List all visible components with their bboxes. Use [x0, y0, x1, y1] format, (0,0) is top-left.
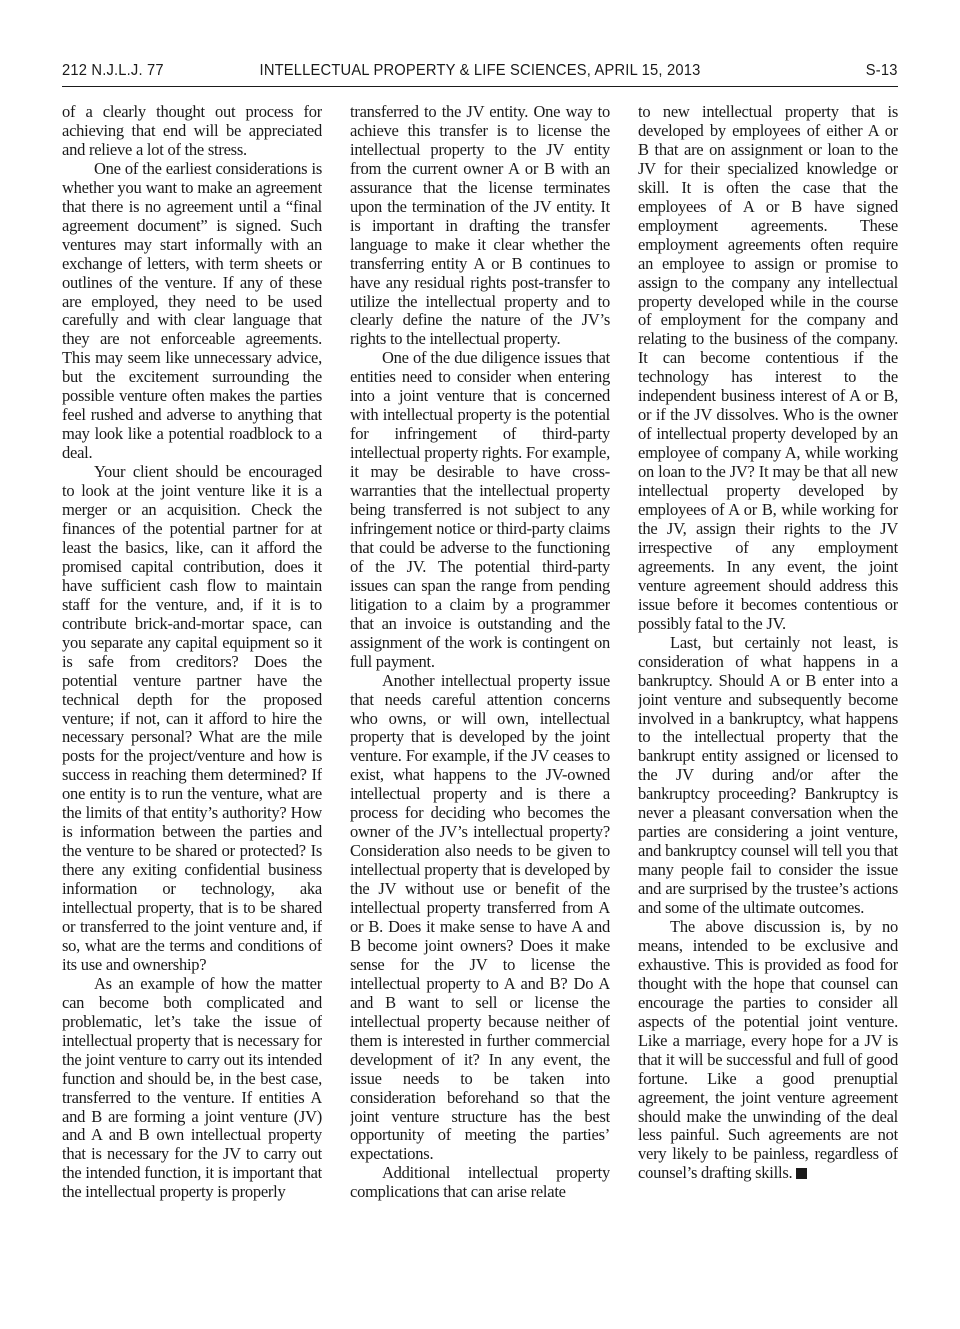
- article-body: [62, 103, 898, 1263]
- section-title: INTELLECTUAL PROPERTY & LIFE SCIENCES, APRIL 15, 2013: [259, 62, 701, 79]
- paragraph: transferred to the JV entity. One way to achieve this transfer is to license the intellectual property to the JV entity from the current owner A or B with an assurance that the license terminates upon the termination of the JV entity. It is important in drafting the transfer language to make it clear whether the transferring entity A or B continues to have any residual rights post-transfer to utilize the intellectual property and to clearly define the nature of the JV’s rights to the intellectual property.: [350, 103, 610, 349]
- column-1: [62, 103, 322, 1263]
- paragraph: to new intellectual property that is developed by employees of either A or B that are on assignment or loan to the JV for their specialized knowledge or skill. It is often the case that the employees of A or B have signed employment agreements. These employment agreements often require an employee to assign or promise to assign to the company any intellectual property developed while in the course of employment for the company and relating to the business of the company. It can become contentious if the technology has interest to the independent business interest of A or B, or if the JV dissolves. Who is the owner of intellectual property developed by an employee of company A, while working on loan to the JV? It may be that all new intellectual property developed by employees of A or B, while working for the JV, assign their rights to the JV irrespective of any employment agreements. In any event, the joint venture agreement should address this issue before it becomes contentious or possibly fatal to the JV.: [638, 103, 898, 633]
- paragraph: As an example of how the matter can become both complicated and problematic, let’s take the issue of intellectual property that is necessary for the joint venture to carry out its intended function and should be, in the best case, transferred to the venture. If entities A and B are forming a joint venture (JV) and A and B own intellectual property that is necessary for the JV to carry out the intended function, it is important that the intellectual property is properly: [62, 973, 322, 1202]
- paragraph: Additional intellectual property complications that can arise relate: [350, 1163, 610, 1202]
- header-rule: [62, 86, 898, 87]
- paragraph-text: The above discussion is, by no means, intended to be exclusive and exhaustive. This is provided as food for thought with the hope that counsel can encourage the parties to consider all aspects of the potential joint venture. Like a marriage, every hope for a JV is that it will be successful and full of good fortune. Like a good prenuptial agreement, the joint venture agreement should make the unwinding of the deal less painful. Such agreements are not very likely to be painless, regardless of counsel’s drafting skills.: [638, 916, 898, 1183]
- paragraph: Another intellectual property issue that needs careful attention concerns who owns, or will own, intellectual property that is developed by the joint venture. For example, if the JV ceases to exist, what happens to the JV-owned intellectual property and is there a process for deciding who becomes the owner of the JV’s intellectual property? Consideration also needs to be given to intellectual property that is developed by the JV without use or benefit of the intellectual property transferred from A or B. Does it make sense to have A and B become joint owners? Does it make sense for the JV to license the intellectual property to A and B? Do A and B want to sell or license the intellectual property because neither of them is interested in further commercial development of it? In any event, the issue needs to be taken into consideration beforehand so that the joint venture structure has the best opportunity of meeting the parties’ expectations.: [350, 670, 610, 1164]
- page-number: S-13: [866, 62, 898, 79]
- end-of-article-mark: [796, 1168, 807, 1179]
- paragraph: One of the due diligence issues that entities need to consider when entering into a joint venture that is concerned with intellectual property is the potential for infringement of third-party intellectual property rights. For example, it may be desirable to have cross-warranties that the intellectual property being transferred is not subject to any infringement notice or third-party claims that could be adverse to the functioning of the JV. The potential third-party issues can span the range from pending litigation to a claim by a programmer that an invoice is outstanding and the assignment of the work is contingent on full payment.: [350, 348, 610, 671]
- paragraph-final: [638, 918, 898, 1183]
- paragraph: of a clearly thought out process for achieving that end will be appreciated and relieve a lot of the stress.: [62, 103, 322, 159]
- column-2: [350, 103, 610, 1263]
- paragraph: One of the earliest considerations is whether you want to make an agreement that there is no agreement until a “final agreement document” is signed. Such ventures may start informally with an exchange of letters, with term sheets or outlines of the venture. If any of these are employed, they need to be used carefully and with clear language that they are not enforceable agreements. This may seem like unnecessary advice, but the excitement surrounding the possible venture often makes the parties feel rushed and adverse to anything that may look like a potential roadblock to a deal.: [62, 158, 322, 463]
- page-header: [62, 60, 898, 84]
- journal-citation: 212 N.J.L.J. 77: [62, 62, 164, 79]
- column-3: [638, 103, 898, 1263]
- paragraph: Your client should be encouraged to look at the joint venture like it is a merger or an acquisition. Check the finances of the potential partner for at least the basics, like, can it afford the promised capital contribution, does it have sufficient cash flow to maintain staff for the venture, and, if it is to contribute brick-and-mortar space, can you separate any capital equipment so it is safe from creditors? Does the potential venture partner have the technical depth for the proposed venture; if not, can it afford to hire the necessary personal? What are the mile posts for the project/venture and how is success in reaching them determined? If one entity is to run the venture, what are the limits of that entity’s authority? How is information between the parties and the venture to be shared or protected? Is there any exiting confidential business information or technology, aka intellectual property, that is to be shared or transferred to the joint venture and, if so, what are the terms and conditions of its use and ownership?: [62, 462, 322, 974]
- paragraph: Last, but certainly not least, is consideration of what happens in a bankruptcy. Should A or B enter into a joint venture and subsequently become involved in a bankruptcy, what happens to the intellectual property that the bankrupt entity assigned or licensed to the JV during and/or after the bankruptcy proceeding? Bankruptcy is never a pleasant conversation when the parties are considering a joint venture, and bankruptcy counsel will tell you that many people fail to consider the issue and are surprised by the trustee’s actions and some of the ultimate outcomes.: [638, 632, 898, 918]
